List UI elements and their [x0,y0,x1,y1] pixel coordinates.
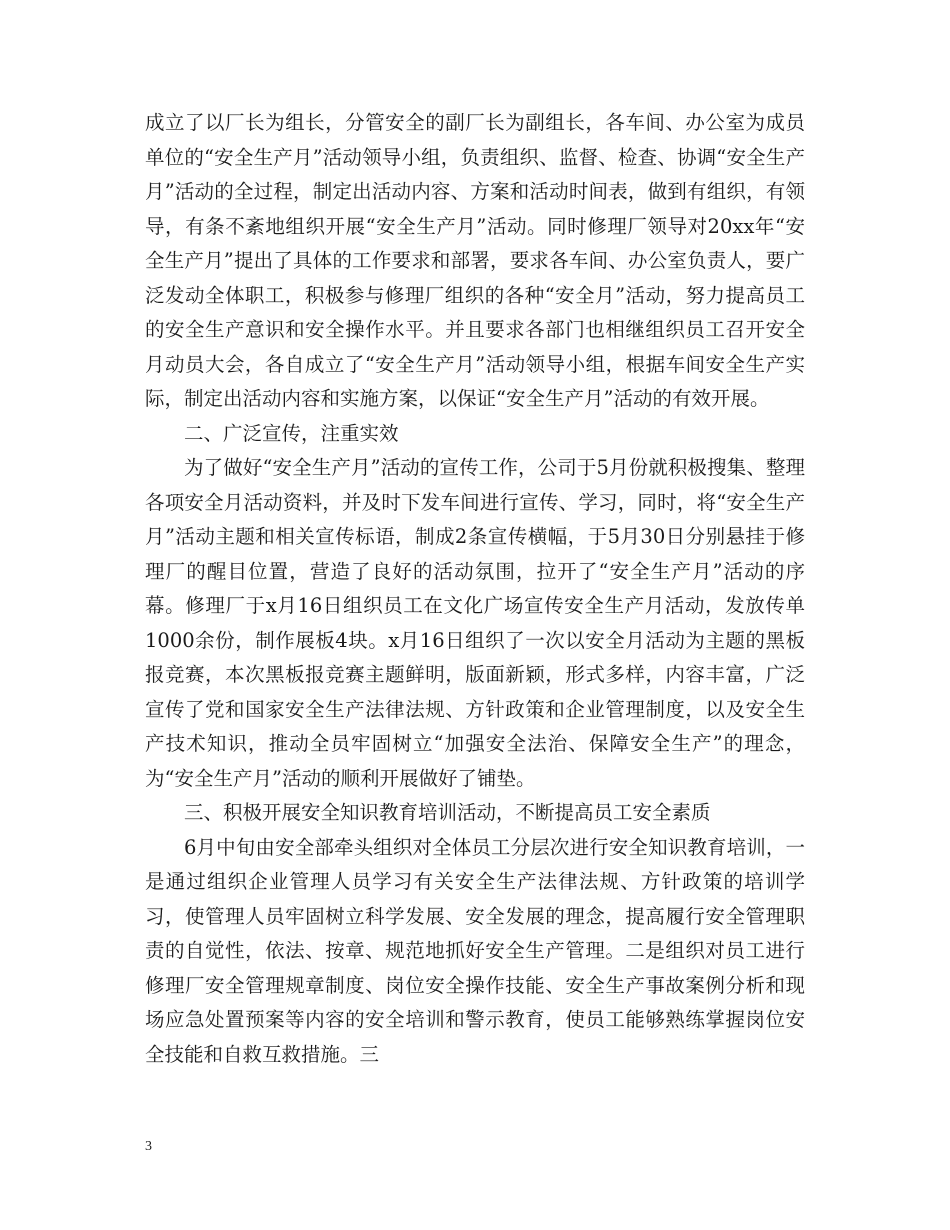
paragraph-training: 6月中旬由安全部牵头组织对全体员工分层次进行安全知识教育培训，一是通过组织企业管理人员学习有关安全生产法律法规、方针政策的培训学习，使管理人员牢固树立科学发展、安全发展的理念，提高履行安全管理职责的自觉性，依法、按章、规范地抓好安全生产管理。二是组织对员工进行修理厂安全管理规章制度、岗位安全操作技能、安全生产事故案例分析和现场应急处置预案等内容的安全培训和警示教育，使员工能够熟练掌握岗位安全技能和自救互救措施。三 [145,835,805,1066]
body-text [145,106,805,1072]
page-number: 3 [145,1139,152,1154]
paragraph-continuation: 成立了以厂长为组长，分管安全的副厂长为副组长，各车间、办公室为成员单位的“安全生产月”活动领导小组，负责组织、监督、检查、协调“安全生产月”活动的全过程，制定出活动内容、方案和活动时间表，做到有组织，有领导，有条不紊地组织开展“安全生产月”活动。同时修理厂领导对20xx年“安全生产月”提出了具体的工作要求和部署，要求各车间、办公室负责人，要广泛发动全体职工，积极参与修理厂组织的各种“安全月”活动，努力提高员工的安全生产意识和安全操作水平。并且要求各部门也相继组织员工召开安全月动员大会，各自成立了“安全生产月”活动领导小组，根据车间安全生产实际，制定出活动内容和实施方案，以保证“安全生产月”活动的有效开展。 [145,111,805,410]
section-heading-3: 三、积极开展安全知识教育培训活动，不断提高员工安全素质 [184,801,711,824]
paragraph-publicity: 为了做好“安全生产月”活动的宣传工作，公司于5月份就积极搜集、整理各项安全月活动资料，并及时下发车间进行宣传、学习，同时，将“安全生产月”活动主题和相关宣传标语，制成2条宣传横幅，于5月30日分别悬挂于修理厂的醒目位置，营造了良好的活动氛围，拉开了“安全生产月”活动的序幕。修理厂于x月16日组织员工在文化广场宣传安全生产月活动，发放传单1000余份，制作展板4块。x月16日组织了一次以安全月活动为主题的黑板报竞赛，本次黑板报竞赛主题鲜明，版面新颖，形式多样，内容丰富，广泛宣传了党和国家安全生产法律法规、方针政策和企业管理制度，以及安全生产技术知识，推动全员牢固树立“加强安全法治、保障安全生产”的理念，为“安全生产月”活动的顺利开展做好了铺垫。 [145,456,805,790]
section-heading-2: 二、广泛宣传，注重实效 [184,421,399,445]
